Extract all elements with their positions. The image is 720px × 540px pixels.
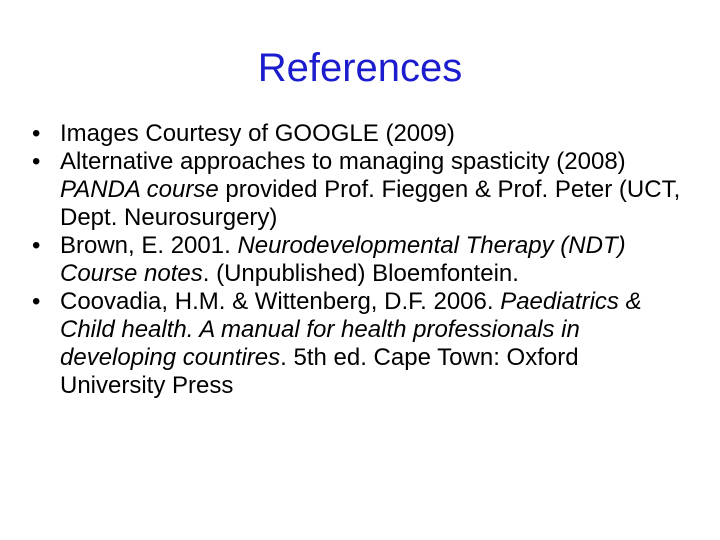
reference-text: Alternative approaches to managing spasticity (2008) PANDA course provided Prof. Fieggen & Prof. Peter (UCT, Dept. Neurosurgery)	[60, 148, 681, 231]
bullet-icon: •	[32, 232, 41, 259]
reference-item	[32, 120, 682, 148]
reference-item	[32, 232, 682, 288]
bullet-icon: •	[32, 120, 41, 147]
reference-text: Coovadia, H.M. & Wittenberg, D.F. 2006. Paediatrics & Child health. A manual for health professionals in developing countires. 5th ed. Cape Town: Oxford University Press	[60, 288, 642, 399]
slide-title: References	[257, 46, 463, 90]
bullet-icon: •	[32, 288, 41, 315]
reference-item	[32, 148, 682, 232]
reference-text: Brown, E. 2001. Neurodevelopmental Therapy (NDT) Course notes. (Unpublished) Bloemfontein.	[60, 232, 639, 287]
references-list	[32, 120, 682, 400]
reference-item	[32, 288, 682, 400]
bullet-icon: •	[32, 148, 41, 175]
reference-text: Images Courtesy of GOOGLE (2009)	[60, 120, 455, 147]
